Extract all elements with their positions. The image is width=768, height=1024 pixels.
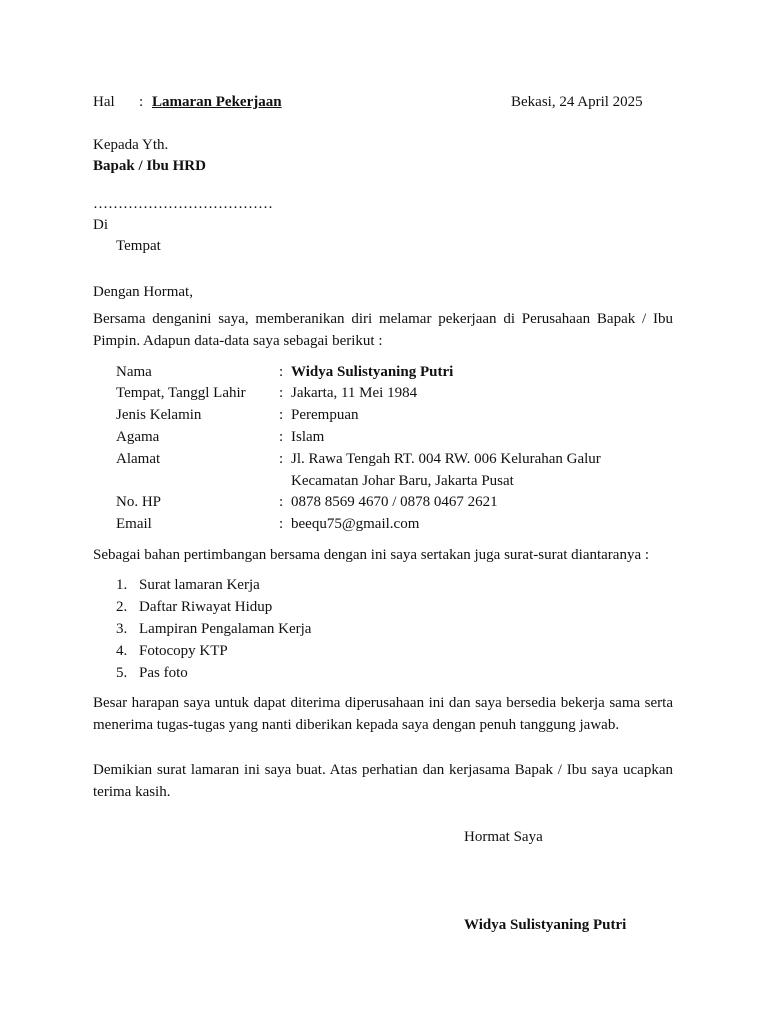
subject-value: Lamaran Pekerjaan — [152, 94, 282, 110]
data-value: Kecamatan Johar Baru, Jakarta Pusat — [291, 473, 514, 489]
recipient-dotted-line: ……………………………… — [93, 196, 273, 212]
list-text: Surat lamaran Kerja — [139, 577, 260, 593]
data-colon: : — [279, 385, 284, 401]
data-value: Jakarta, 11 Mei 1984 — [291, 385, 418, 401]
list-number: 4. — [116, 643, 128, 659]
data-label: Nama — [116, 364, 152, 380]
data-label: No. HP — [116, 494, 162, 510]
recipient-place: Tempat — [116, 238, 161, 254]
subject-colon: : — [139, 94, 144, 110]
recipient-di: Di — [93, 217, 108, 233]
list-number: 2. — [116, 599, 128, 615]
subject-label: Hal — [93, 94, 115, 110]
data-colon: : — [279, 516, 284, 532]
closing-paragraph: Demikian surat lamaran ini saya buat. Atas perhatian dan kerjasama Bapak / Ibu saya ucapkan terima kasih. — [93, 762, 673, 800]
data-value: Perempuan — [291, 407, 359, 423]
recipient-greeting: Kepada Yth. — [93, 137, 169, 153]
list-number: 3. — [116, 621, 128, 637]
data-label: Alamat — [116, 451, 161, 467]
data-label: Email — [116, 516, 152, 532]
data-label: Jenis Kelamin — [116, 407, 202, 423]
list-text: Daftar Riwayat Hidup — [139, 599, 273, 615]
list-text: Fotocopy KTP — [139, 643, 228, 659]
list-text: Pas foto — [139, 665, 188, 681]
data-value: Widya Sulistyaning Putri — [291, 364, 454, 380]
recipient-name: Bapak / Ibu HRD — [93, 158, 206, 174]
data-colon: : — [279, 364, 284, 380]
data-colon: : — [279, 407, 284, 423]
data-colon: : — [279, 494, 284, 510]
list-number: 5. — [116, 665, 128, 681]
signature-regards: Hormat Saya — [464, 829, 543, 845]
list-text: Lampiran Pengalaman Kerja — [139, 621, 312, 637]
hope-paragraph: Besar harapan saya untuk dapat diterima diperusahaan ini dan saya bersedia bekerja sama serta menerima tugas-tugas yang nanti diberikan kepada saya dengan penuh tanggung jawab. — [93, 695, 673, 733]
data-label: Agama — [116, 429, 160, 445]
intro-paragraph: Bersama denganini saya, memberanikan diri melamar pekerjaan di Perusahaan Bapak / Ibu Pimpin. Adapun data-data saya sebagai berikut : — [93, 311, 673, 349]
data-colon: : — [279, 429, 284, 445]
data-label: Tempat, Tanggl Lahir — [116, 385, 246, 401]
data-value: 0878 8569 4670 / 0878 0467 2621 — [291, 494, 498, 510]
list-number: 1. — [116, 577, 128, 593]
data-value: beequ75@gmail.com — [291, 516, 420, 532]
data-colon: : — [279, 451, 284, 467]
place-date: Bekasi, 24 April 2025 — [511, 94, 643, 110]
data-value: Islam — [291, 429, 325, 445]
data-value: Jl. Rawa Tengah RT. 004 RW. 006 Kelurahan Galur — [291, 451, 601, 467]
attachments-intro: Sebagai bahan pertimbangan bersama dengan ini saya sertakan juga surat-surat diantaranya : — [93, 547, 650, 563]
salutation: Dengan Hormat, — [93, 284, 193, 300]
signature-name: Widya Sulistyaning Putri — [464, 917, 627, 933]
